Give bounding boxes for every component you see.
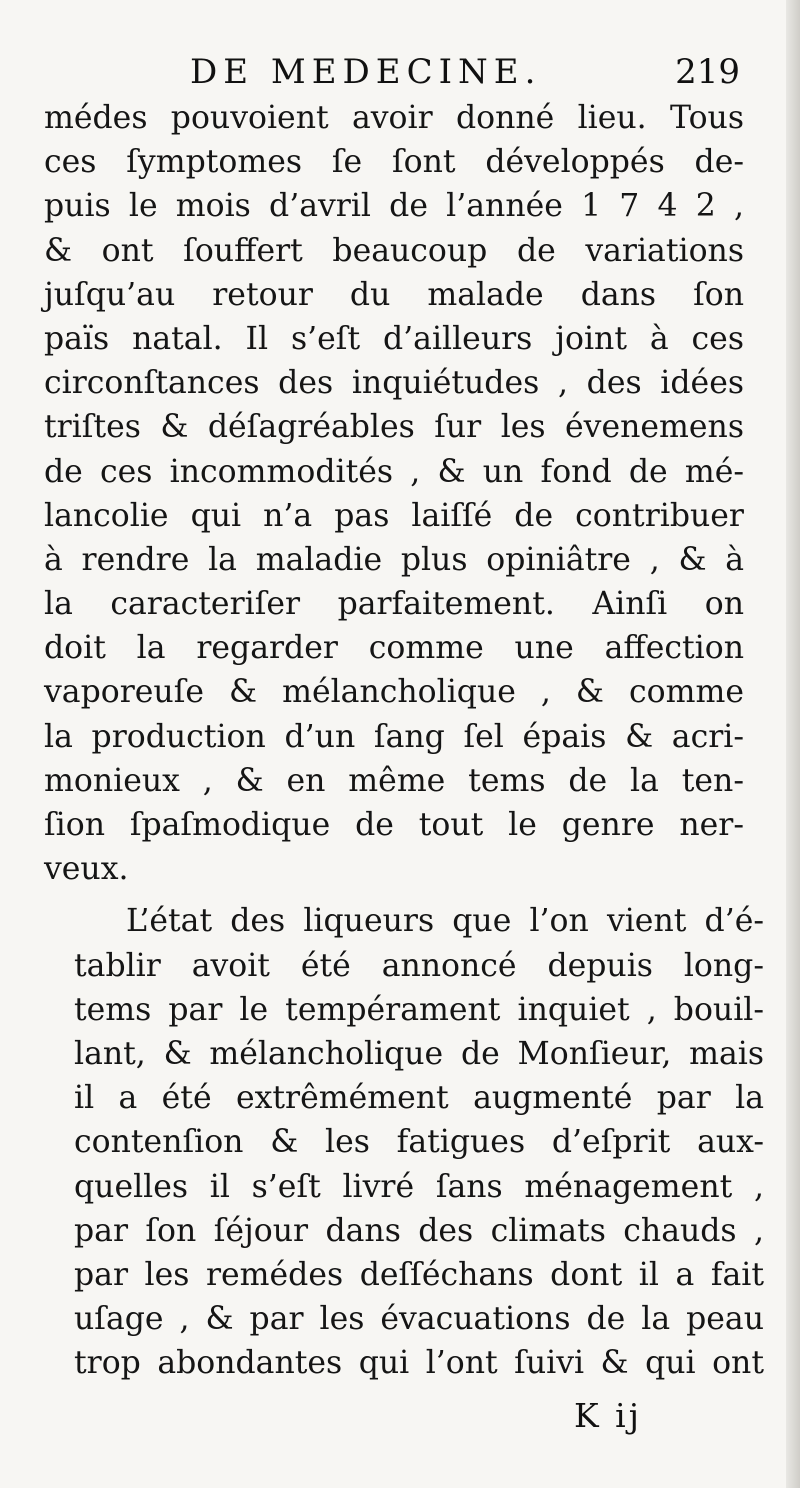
text-line: uſage , & par les évacuations de la peau xyxy=(74,1301,764,1338)
text-line: il a été extrêmément augmenté par la xyxy=(74,1080,764,1117)
page-number: 219 xyxy=(675,52,740,92)
text-line: par les remédes deſſéchans dont il a fait xyxy=(74,1256,764,1293)
running-head xyxy=(40,52,740,96)
text-line: & ont ſouffert beaucoup de variations xyxy=(44,232,744,269)
text-line: puis le mois d’avril de l’année 1 7 4 2 , xyxy=(44,188,744,225)
text-line: juſqu’au retour du malade dans ſon xyxy=(44,276,744,313)
text-line: L’état des liqueurs que l’on vient d’é- xyxy=(126,903,764,940)
text-line: contenſion & les fatigues d’eſprit aux- xyxy=(74,1124,764,1161)
text-line: vaporeuſe & mélancholique , & comme xyxy=(44,674,744,711)
text-line: trop abondantes qui l’ont ſuivi & qui ont xyxy=(74,1345,764,1382)
text-line: médes pouvoient avoir donné lieu. Tous xyxy=(44,100,744,136)
text-line: la production d’un ſang ſel épais & acri- xyxy=(44,718,744,755)
text-line: quelles il s’eſt livré ſans ménagement , xyxy=(74,1168,764,1205)
page-edge xyxy=(786,0,800,1488)
text-line: doit la regarder comme une affection xyxy=(44,630,744,667)
text-line: lant, & mélancholique de Monſieur, mais xyxy=(74,1035,764,1072)
text-line: par ſon ſéjour dans des climats chauds , xyxy=(74,1212,764,1249)
body-text xyxy=(44,96,764,1385)
running-title: DE MEDECINE. xyxy=(190,52,542,92)
text-line: à rendre la maladie plus opiniâtre , & à xyxy=(44,541,744,578)
text-line: circonſtances des inquiétudes , des idées xyxy=(44,365,744,402)
text-line: lancolie qui n’a pas laiſſé de contribuer xyxy=(44,497,744,534)
paragraph-2 xyxy=(74,899,764,1385)
text-line: ces ſymptomes ſe ſont développés de- xyxy=(44,144,744,181)
text-line: veux. xyxy=(44,851,129,888)
text-line: monieux , & en même tems de la ten- xyxy=(44,762,744,799)
paragraph-gap xyxy=(44,891,744,899)
text-line: la caracteriſer parfaitement. Ainſi on xyxy=(44,586,744,623)
text-line: de ces incommodités , & un fond de mé- xyxy=(44,453,744,490)
text-line: triſtes & déſagréables ſur les évenemens xyxy=(44,409,744,446)
text-line: ſion ſpaſmodique de tout le genre ner- xyxy=(44,807,744,843)
text-line: tablir avoit été annoncé depuis long- xyxy=(74,947,764,984)
paragraph-1 xyxy=(44,96,744,891)
text-line: païs natal. Il s’eſt d’ailleurs joint à ces xyxy=(44,320,744,357)
text-line: tems par le tempérament inquiet , bouil- xyxy=(74,991,764,1028)
signature-mark: K ij xyxy=(574,1396,642,1435)
